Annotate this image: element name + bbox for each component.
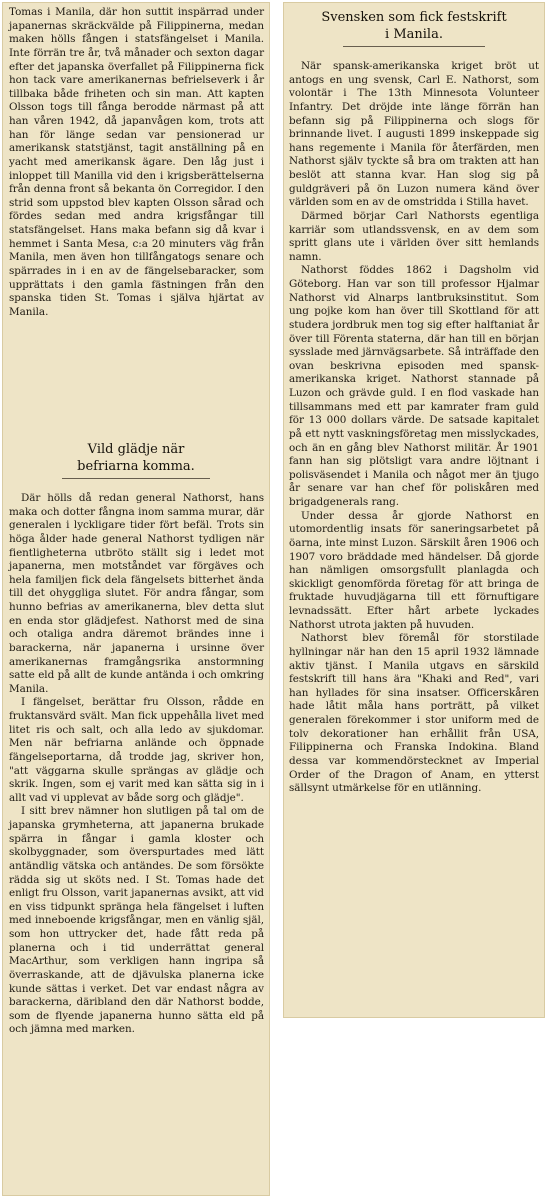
left-newspaper-clipping <box>2 2 270 1196</box>
body-paragraph: I sitt brev nämner hon slutligen på tal om de japanska grymheterna, att japanerna brukade spärra in fångar i gamla kloster och skolbyggnader, som överspurtades med lätt antändlig vätska och antändes. De som försökte rädda sig ut sköts ned. I St. Tomas hade det enligt fru Olsson, varit japanernas avsikt, att vid en viss tidpunkt spränga hela fängelset i luften med inneboende krigsfångar, men en vänlig själ, som hon uttrycker det, hade fått reda på planerna och i tid underrättat general MacArthur, som verkligen hann ingripa så överraskande, att de djävulska planerna icke kunde sättas i verket. Det var endast några av barackerna, däribland den där Nathorst bodde, som de flyende japanerna hunno sätta eld på och jämna med marken. <box>9 805 264 1036</box>
body-paragraph: Nathorst föddes 1862 i Dagsholm vid Göteborg. Han var son till professor Hjalmar Nathorst vid Alnarps lantbruksinstitut. Som ung pojke kom han över till Skottland för att studera jordbruk men tog sig efter halftaniat år över till Förenta staterna, där han till en början sysslade med järnvägsarbete. Så inträffade den ovan beskrivna episoden med spansk-amerikanska kriget. Nathorst stannade på Luzon och grävde guld. I en flod vaskade han tillsammans med ett par kamrater fram guld för 13 000 dollars värde. De satsade kapitalet på ett nytt vaskningsföretag men misslyckades, och än en gång blev Nathorst militär. År 1901 fann han sig plötsligt vara andre löjtnant i polisväsendet i Manila och något mer än tjugo år senare var han chef för poliskåren med brigadgenerals rang. <box>289 264 539 508</box>
title-divider <box>343 46 485 47</box>
article-title: Svensken som fick festskrift i Manila. <box>321 10 507 42</box>
section-heading: Vild glädje när befriarna komma. <box>77 442 195 474</box>
left-body <box>9 492 264 1037</box>
body-paragraph: När spansk-amerikanska kriget bröt ut antogs en ung svensk, Carl E. Nathorst, som volontär i The 13th Minnesota Volunteer Infantry. Det dröjde inte länge förrän han befann sig på Filippinerna och slogs för brinnande livet. I augusti 1899 inskeppade sig hans regemente i Manila för återfärden, men Nathorst själv tyckte så bra om trakten att han beslöt att stanna kvar. Han slog sig på guldgräveri på ön Luzon numera känd över världen som en av de omstridda i Stilla havet. <box>289 60 539 209</box>
body-paragraph: Där hölls då redan general Nathorst, hans maka och dotter fångna inom samma murar, där generalen i lyckligare tider fört befäl. Trots sin höga ålder hade general Nathorst tydligen när fientligheterna utbröto ställt sig i ledet mot japanerna, men motståndet var förgäves och hela familjen fick dela fängelsets bitterhet ända till det ohyggliga slutet. För andra fångar, som hunno befrias av amerikanerna, blev detta slut en enda stor glädjefest. Nathorst med de sina och otaliga andra däremot brändes inne i barackerna, när japanerna i ursinne över amerikanernas framgångsrika anstormning satte eld på allt de kunde antända i och omkring Manila. <box>9 492 264 695</box>
right-newspaper-clipping <box>283 2 545 1018</box>
section-heading-block <box>2 441 270 485</box>
intro-paragraph: Tomas i Manila, där hon suttit inspärrad under japanernas skräckvälde på Filippinerna, medan maken hölls fången i statsfängelset i Manila. Inte förrän tre år, två månader och sexton dagar efter det japanska överfallet på Filippinerna fick hon tack vare amerikanernas befrielseverk i år tillbaka både friheten och sin man. Att kapten Olsson togs till fånga berodde närmast på att han våren 1942, då japanvågen kom, trots att han för länge sedan var pensionerad ur amerikansk statstjänst, tagit anställning på en yacht med amerikansk ägare. Den låg just i inloppet till Manilla vid den i krigsberättelserna från denna front så bekanta ön Corregidor. I den strid som uppstod blev kapten Olsson sårad och fördes sedan med andra krigsfångar till statsfängelset. Hans maka befann sig då kvar i hemmet i Santa Mesa, c:a 20 minuters väg från Manila, men även hon tillfångatogs senare och spärrades in i en av de fängelsebaracker, som upprättats i den gamla fästningen från den spanska tiden St. Tomas i själva hjärtat av Manila. <box>9 6 264 318</box>
body-paragraph: I fängelset, berättar fru Olsson, rådde en fruktansvärd svält. Man fick uppehålla livet med litet ris och salt, och alla ledo av sjukdomar. Men när befriarna anlände och öppnade fängelseportarna, då trodde jag, skriver hon, "att väggarna skulle sprängas av glädje och skrik. Ingen, som ej varit med kan sätta sig in i allt vad vi upplevat av både sorg och glädje". <box>9 696 264 804</box>
body-paragraph: Nathorst blev föremål för storstilade hyllningar när han den 15 april 1932 lämnade aktiv tjänst. I Manila utgavs en särskild festskrift till hans ära "Khaki and Red", vari han hyllades för sina insatser. Officerskåren hade låtit måla hans porträtt, på vilket generalen förekommer i stor uniform med de tolv dekorationer han erhållit från USA, Filippinerna och Franska Indokina. Bland dessa var kommendörstecknet av Imperial Order of the Dragon of Anam, en ytterst sällsynt utmärkelse för en utlänning. <box>289 632 539 795</box>
right-body <box>289 60 539 796</box>
body-paragraph: Under dessa år gjorde Nathorst en utomordentlig insats för saneringsarbetet på öarna, inte minst Luzon. Särskilt åren 1906 och 1907 voro bräddade med händelser. Då gjorde han nämligen omsorgsfullt planlagda och skickligt genomförda företag för att bringa de fruktade huvudjägarna till ett förnuftigare levnadssätt. Efter hårt arbete lyckades Nathorst utrota jakten på huvuden. <box>289 509 539 631</box>
heading-divider <box>62 478 210 479</box>
body-paragraph: Därmed börjar Carl Nathorsts egentliga karriär som utlandssvensk, en av dem som spritt glans ute i världen över sitt hemlands namn. <box>289 209 539 263</box>
article-heading-block <box>283 9 545 53</box>
